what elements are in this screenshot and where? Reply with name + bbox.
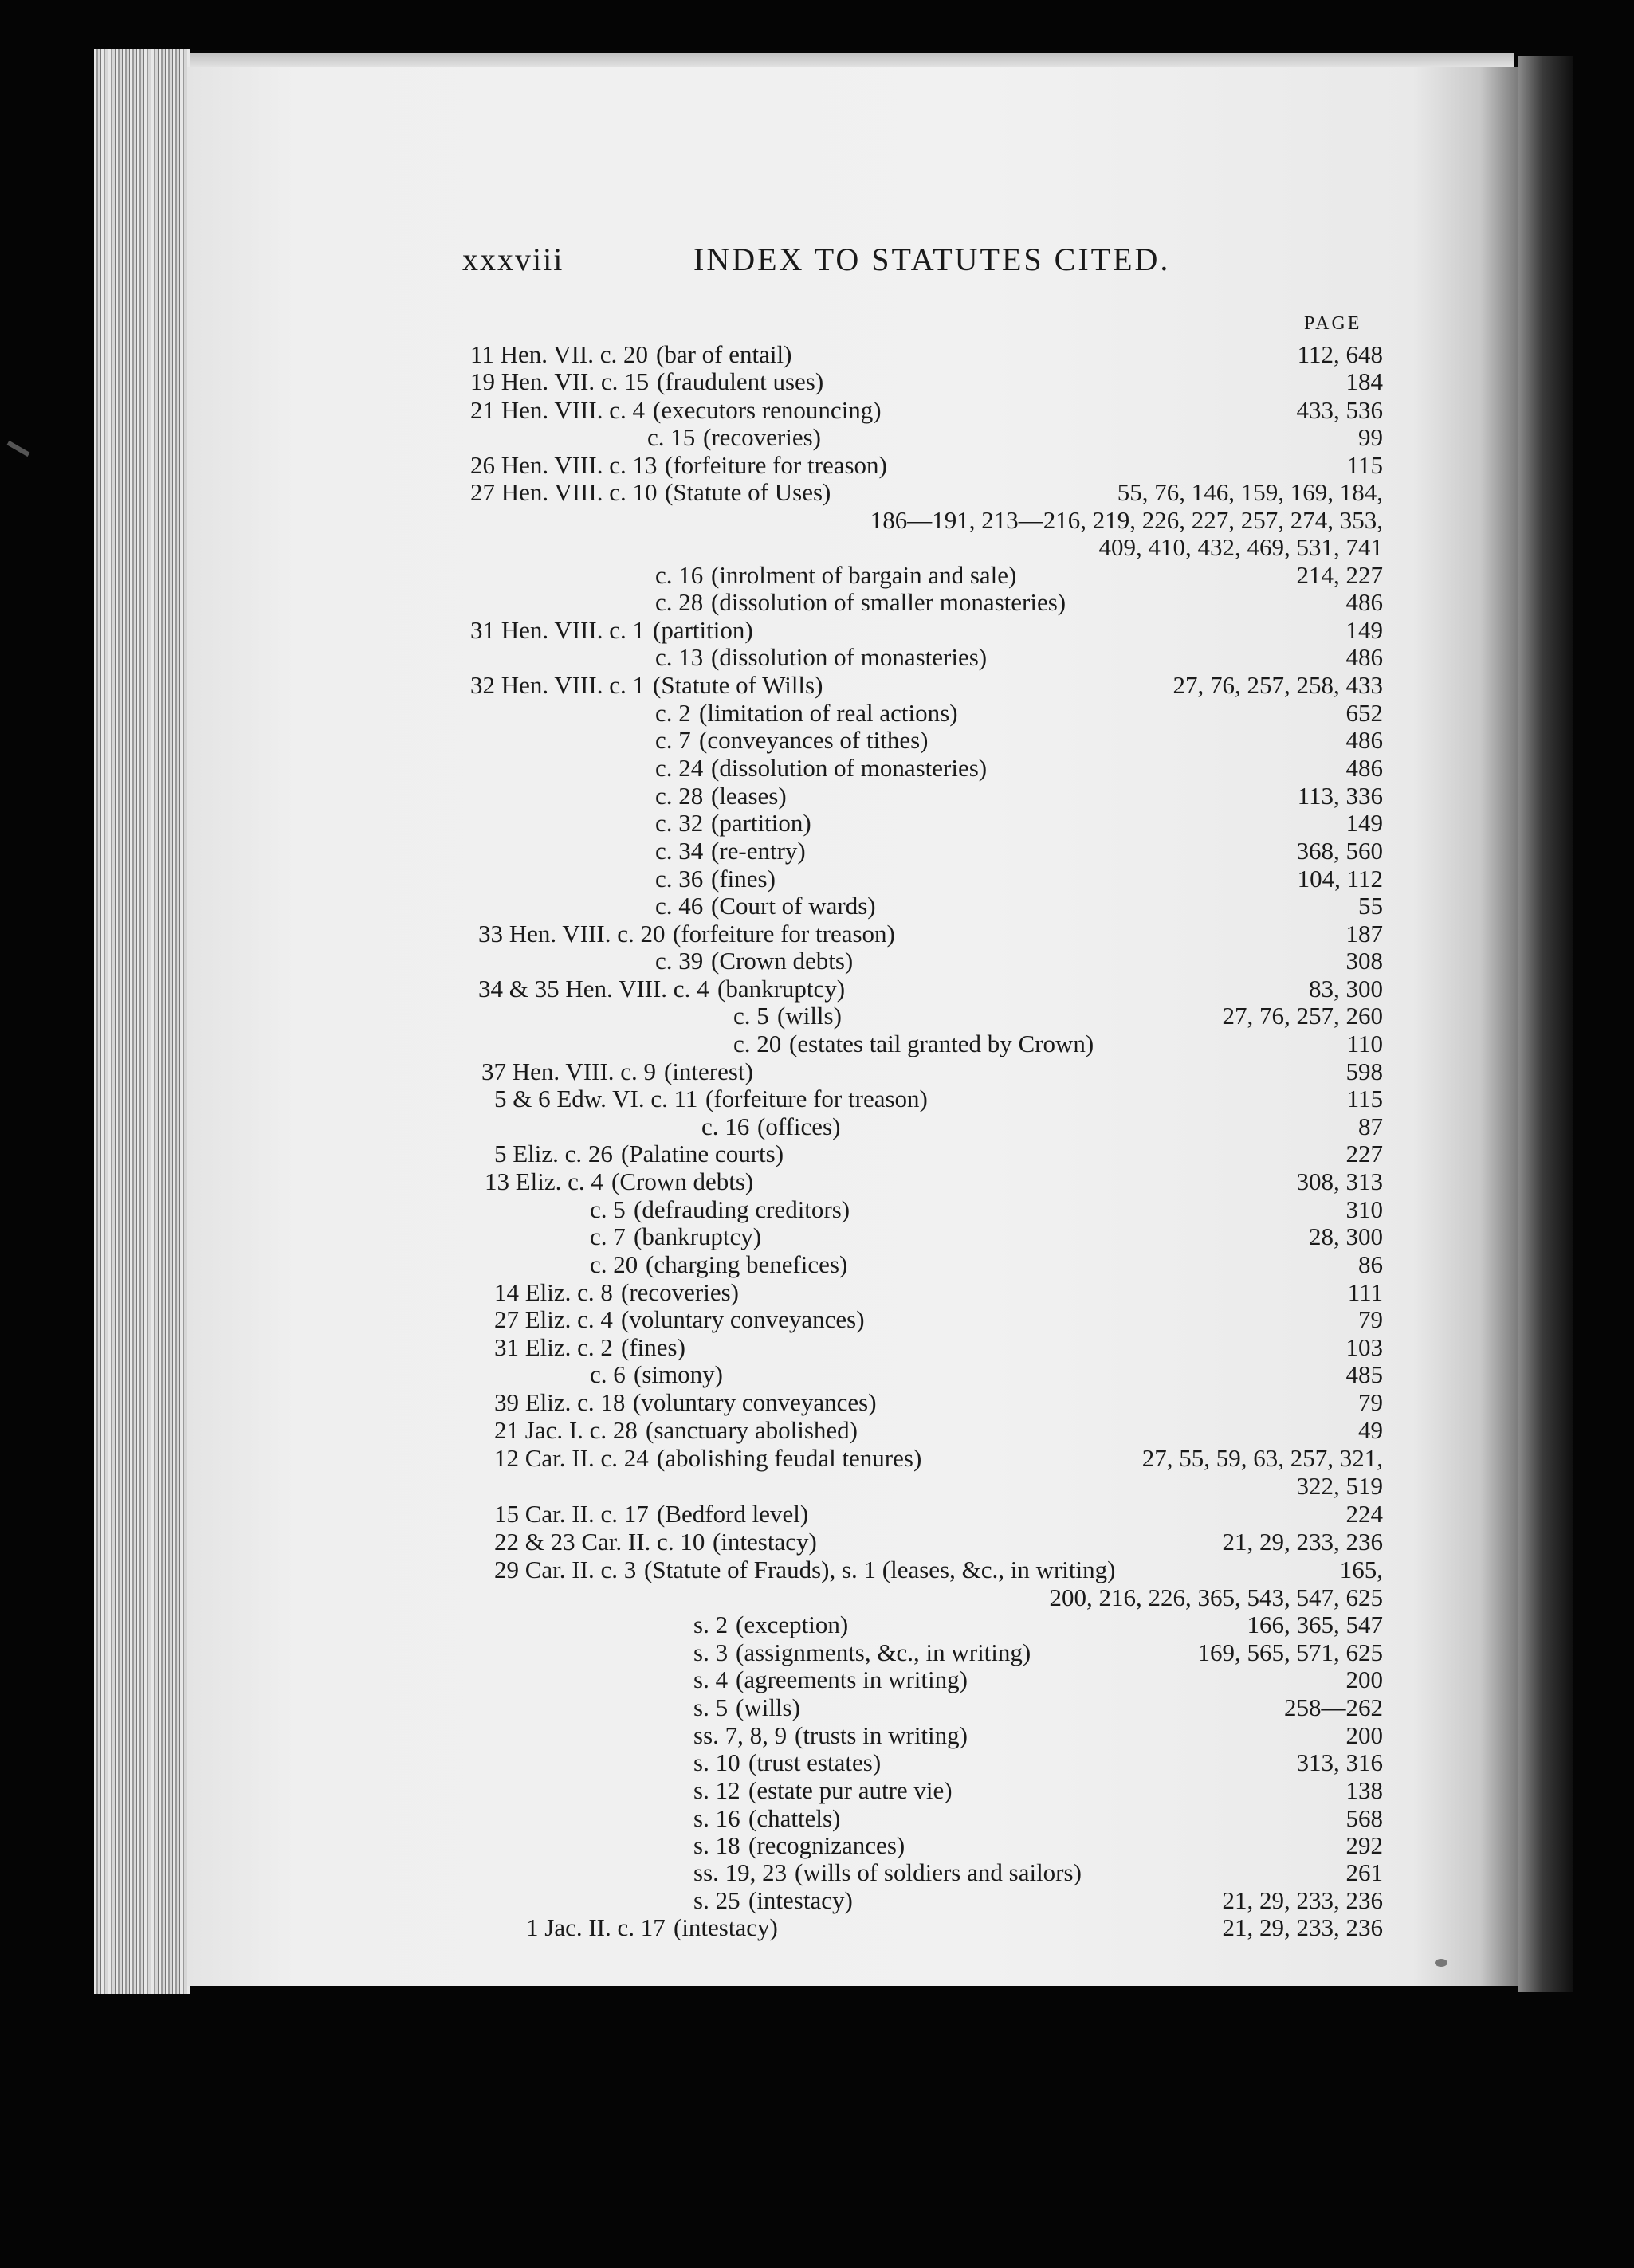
statute-description: (forfeiture for treason)	[665, 451, 887, 479]
statute-description: (interest)	[664, 1057, 753, 1085]
statute-citation: 15 Car. II. c. 17	[494, 1500, 649, 1528]
statute-description: (recoveries)	[621, 1278, 740, 1306]
page-references: 27, 55, 59, 63, 257, 321,	[1141, 1444, 1383, 1472]
page-references: 308	[1345, 947, 1383, 975]
statute-citation: 34 & 35 Hen. VIII. c. 4	[478, 975, 709, 1003]
statute-citation: 19 Hen. VII. c. 15	[470, 367, 650, 395]
statute-citation: 22 & 23 Car. II. c. 10	[494, 1528, 705, 1556]
statute-citation: 14 Eliz. c. 8	[494, 1278, 613, 1306]
page-references: 227	[1345, 1140, 1383, 1167]
index-entry	[470, 1085, 1383, 1113]
page-references: 200	[1345, 1721, 1383, 1749]
index-entry	[470, 1140, 1383, 1168]
statute-description: (voluntary conveyances)	[633, 1388, 877, 1416]
index-entry	[470, 782, 1383, 810]
statute-description: (bankruptcy)	[634, 1222, 762, 1250]
index-entry	[470, 1858, 1383, 1887]
statute-citation: c. 34	[655, 837, 704, 865]
statute-description: (Statute of Uses)	[665, 478, 831, 506]
page-references: 87	[1358, 1112, 1383, 1140]
statute-description: (simony)	[634, 1360, 723, 1388]
statute-description: (limitation of real actions)	[699, 699, 958, 727]
page-references: 486	[1345, 588, 1383, 616]
statute-description: (Palatine courts)	[621, 1140, 784, 1167]
statute-description: (fines)	[621, 1333, 685, 1361]
statute-description: (chattels)	[748, 1804, 841, 1832]
index-entry	[470, 1804, 1383, 1833]
index-entry	[470, 367, 1383, 396]
page-references: 28, 300	[1309, 1222, 1383, 1250]
page-references: 99	[1358, 423, 1383, 451]
page-number: xxxviii	[462, 241, 564, 277]
statute-citation: 21 Jac. I. c. 28	[494, 1416, 638, 1444]
index-entry	[470, 643, 1383, 672]
statute-description: (estates tail granted by Crown)	[789, 1030, 1094, 1057]
statute-citation: s. 2	[693, 1611, 729, 1638]
statute-description: (wills)	[777, 1002, 842, 1030]
statute-citation: s. 16	[693, 1804, 740, 1832]
index-entry	[470, 561, 1383, 590]
index-entry	[470, 754, 1383, 783]
statute-description: (forfeiture for treason)	[673, 920, 895, 948]
statute-description: (trusts in writing)	[795, 1721, 968, 1749]
statute-citation: s. 5	[693, 1693, 729, 1721]
statute-citation: c. 46	[655, 892, 704, 920]
page-references: 149	[1345, 809, 1383, 837]
statute-description: (wills of soldiers and sailors)	[795, 1858, 1082, 1886]
page-references: 486	[1345, 643, 1383, 671]
page-references: 486	[1345, 726, 1383, 754]
statute-citation: 26 Hen. VIII. c. 13	[470, 451, 658, 479]
statute-description: (fraudulent uses)	[657, 367, 824, 395]
statute-citation: s. 25	[693, 1886, 740, 1914]
page-references: 166, 365, 547	[1247, 1611, 1383, 1638]
statute-description: (leases)	[711, 782, 787, 810]
index-entry	[470, 1057, 1383, 1086]
page-references: 165,	[1339, 1556, 1383, 1583]
statute-citation: 5 & 6 Edw. VI. c. 11	[494, 1085, 698, 1112]
spine-shadow	[1518, 56, 1573, 1992]
index-entry	[470, 1528, 1383, 1556]
statute-description: (executors renouncing)	[653, 396, 882, 424]
statute-description: (charging benefices)	[646, 1250, 848, 1278]
index-entry	[470, 616, 1383, 645]
page-references: 21, 29, 233, 236	[1222, 1886, 1383, 1914]
page-references: 115	[1346, 1085, 1383, 1112]
statute-description: (Court of wards)	[711, 892, 876, 920]
index-entry	[470, 1222, 1383, 1251]
statute-description: (wills)	[736, 1693, 800, 1721]
page-references: 200	[1345, 1666, 1383, 1693]
statute-description: (intestacy)	[674, 1913, 778, 1941]
statute-description: (Bedford level)	[657, 1500, 809, 1528]
statute-description: (exception)	[736, 1611, 849, 1638]
index-entry	[470, 1250, 1383, 1279]
statute-citation: c. 32	[655, 809, 704, 837]
statute-citation: 5 Eliz. c. 26	[494, 1140, 613, 1167]
page-references: 433, 536	[1296, 396, 1383, 424]
statute-citation: c. 16	[701, 1112, 750, 1140]
page-references: 409, 410, 432, 469, 531, 741	[1098, 533, 1383, 561]
index-entry	[470, 1002, 1383, 1030]
index-entry	[470, 396, 1383, 425]
statute-description: (agreements in writing)	[736, 1666, 968, 1693]
index-entry	[470, 1913, 1383, 1942]
statute-citation: c. 39	[655, 947, 704, 975]
page-references: 598	[1345, 1057, 1383, 1085]
index-entry	[470, 451, 1383, 480]
index-entry	[470, 671, 1383, 700]
page-references: 224	[1345, 1500, 1383, 1528]
statute-description: (re-entry)	[711, 837, 806, 865]
page-references: 214, 227	[1296, 561, 1383, 589]
book-page-edges	[94, 49, 190, 1994]
index-entry	[470, 1333, 1383, 1362]
statute-citation: c. 7	[655, 726, 691, 754]
statute-citation: c. 5	[590, 1195, 626, 1223]
page-references: 115	[1346, 451, 1383, 479]
statute-citation: 39 Eliz. c. 18	[494, 1388, 626, 1416]
index-entry	[470, 478, 1383, 507]
page-references: 261	[1345, 1858, 1383, 1886]
statute-citation: c. 7	[590, 1222, 626, 1250]
index-entry	[470, 947, 1383, 975]
page-references: 104, 112	[1297, 865, 1383, 893]
statute-citation: s. 12	[693, 1776, 740, 1804]
page-references: 486	[1345, 754, 1383, 782]
page-references: 368, 560	[1296, 837, 1383, 865]
statute-citation: c. 6	[590, 1360, 626, 1388]
scan-mark	[7, 441, 30, 457]
statute-description: (trust estates)	[748, 1748, 882, 1776]
statute-description: (inrolment of bargain and sale)	[711, 561, 1017, 589]
statute-citation: 12 Car. II. c. 24	[494, 1444, 649, 1472]
index-entry	[470, 1638, 1383, 1667]
page-references: 112, 648	[1297, 340, 1383, 368]
statute-citation: 27 Hen. VIII. c. 10	[470, 478, 658, 506]
statute-citation: 29 Car. II. c. 3	[494, 1556, 637, 1583]
statute-description: (voluntary conveyances)	[621, 1305, 865, 1333]
page-references: 200, 216, 226, 365, 543, 547, 625	[1049, 1583, 1383, 1611]
index-entry	[470, 1167, 1383, 1196]
page-references: 83, 300	[1309, 975, 1383, 1003]
index-entry	[470, 1278, 1383, 1307]
index-entry	[470, 588, 1383, 617]
index-entry	[470, 975, 1383, 1003]
page-references: 313, 316	[1296, 1748, 1383, 1776]
statute-description: (defrauding creditors)	[634, 1195, 850, 1223]
statute-citation: 11 Hen. VII. c. 20	[470, 340, 648, 368]
index-entry	[470, 1611, 1383, 1639]
statute-citation: s. 3	[693, 1638, 729, 1666]
index-entry	[470, 1721, 1383, 1750]
page-references: 149	[1345, 616, 1383, 644]
statute-description: (dissolution of monasteries)	[711, 754, 988, 782]
page-references: 310	[1345, 1195, 1383, 1223]
statute-citation: s. 10	[693, 1748, 740, 1776]
statute-citation: 31 Eliz. c. 2	[494, 1333, 613, 1361]
page-references: 27, 76, 257, 258, 433	[1172, 671, 1383, 699]
page-references: 568	[1345, 1804, 1383, 1832]
statute-citation: 13 Eliz. c. 4	[485, 1167, 603, 1195]
page-references: 258—262	[1284, 1693, 1383, 1721]
index-entry	[470, 1886, 1383, 1915]
statute-description: (fines)	[711, 865, 776, 893]
statute-description: (forfeiture for treason)	[705, 1085, 928, 1112]
index-entry	[470, 1500, 1383, 1528]
statute-citation: c. 28	[655, 588, 704, 616]
index-entry	[470, 340, 1383, 369]
index-entry	[470, 726, 1383, 755]
page-references: 55, 76, 146, 159, 169, 184,	[1117, 478, 1383, 506]
index-entry	[470, 1776, 1383, 1805]
index-entry	[470, 1693, 1383, 1722]
index-entry	[470, 809, 1383, 838]
index-entry	[470, 920, 1383, 948]
index-entry	[470, 1831, 1383, 1860]
statute-description: (Statute of Wills)	[653, 671, 823, 699]
index-entry	[470, 1583, 1383, 1612]
statute-description: (recoveries)	[703, 423, 822, 451]
index-entry	[470, 1666, 1383, 1694]
page-title: INDEX TO STATUTES CITED.	[693, 241, 1171, 277]
statute-citation: c. 2	[655, 699, 691, 727]
statute-citation: c. 16	[655, 561, 704, 589]
index-entry	[470, 1444, 1383, 1473]
index-entry	[470, 1195, 1383, 1224]
page-references: 113, 336	[1297, 782, 1383, 810]
index-entry	[470, 1360, 1383, 1389]
page-references: 79	[1358, 1388, 1383, 1416]
page-references: 21, 29, 233, 236	[1222, 1913, 1383, 1941]
index-entry	[470, 699, 1383, 728]
page-references: 110	[1346, 1030, 1383, 1057]
index-entry	[470, 1472, 1383, 1501]
statute-citation: 37 Hen. VIII. c. 9	[481, 1057, 656, 1085]
statute-description: (bankruptcy)	[717, 975, 846, 1003]
statute-citation: c. 28	[655, 782, 704, 810]
statute-description: (estate pur autre vie)	[748, 1776, 953, 1804]
statute-description: (Crown debts)	[611, 1167, 754, 1195]
statute-citation: ss. 19, 23	[693, 1858, 788, 1886]
page-references: 49	[1358, 1416, 1383, 1444]
index-entry	[470, 892, 1383, 920]
statute-description: (conveyances of tithes)	[699, 726, 929, 754]
statute-citation: c. 13	[655, 643, 704, 671]
statute-citation: 27 Eliz. c. 4	[494, 1305, 613, 1333]
statute-description: (intestacy)	[748, 1886, 853, 1914]
page-references: 86	[1358, 1250, 1383, 1278]
statute-description: (dissolution of smaller monasteries)	[711, 588, 1066, 616]
index-entry	[470, 1416, 1383, 1445]
index-entry	[470, 423, 1383, 452]
index-entry	[470, 506, 1383, 535]
statute-description: (sanctuary abolished)	[646, 1416, 858, 1444]
statute-description: (partition)	[711, 809, 811, 837]
statute-citation: 31 Hen. VIII. c. 1	[470, 616, 645, 644]
statute-description: (offices)	[757, 1112, 841, 1140]
statute-citation: c. 20	[733, 1030, 782, 1057]
index-entry	[470, 1030, 1383, 1058]
index-entry	[470, 865, 1383, 893]
statute-citation: c. 5	[733, 1002, 769, 1030]
page-references: 186—191, 213—216, 219, 226, 227, 257, 274, 353,	[870, 506, 1383, 534]
statute-description: (recognizances)	[748, 1831, 905, 1859]
page-references: 103	[1345, 1333, 1383, 1361]
statute-citation: c. 36	[655, 865, 704, 893]
page-column-label: PAGE	[1304, 313, 1362, 334]
statute-description: (Statute of Frauds), s. 1 (leases, &c., in writing)	[644, 1556, 1116, 1583]
page-references: 322, 519	[1296, 1472, 1383, 1500]
statute-citation: c. 15	[647, 423, 696, 451]
statute-citation: 1 Jac. II. c. 17	[526, 1913, 666, 1941]
page-references: 187	[1345, 920, 1383, 948]
page-references: 111	[1347, 1278, 1383, 1306]
page-references: 27, 76, 257, 260	[1222, 1002, 1383, 1030]
statute-description: (assignments, &c., in writing)	[736, 1638, 1031, 1666]
index-entry	[470, 1305, 1383, 1334]
index-entry	[470, 1388, 1383, 1417]
page-references: 652	[1345, 699, 1383, 727]
index-entry	[470, 533, 1383, 562]
statute-citation: s. 18	[693, 1831, 740, 1859]
index-entry	[470, 1748, 1383, 1777]
index-entry	[470, 1556, 1383, 1584]
page-references: 292	[1345, 1831, 1383, 1859]
index-entry	[470, 837, 1383, 865]
statute-citation: ss. 7, 8, 9	[693, 1721, 788, 1749]
statute-description: (abolishing feudal tenures)	[657, 1444, 922, 1472]
page-references: 79	[1358, 1305, 1383, 1333]
page-references: 21, 29, 233, 236	[1222, 1528, 1383, 1556]
page-references: 184	[1345, 367, 1383, 395]
statute-description: (dissolution of monasteries)	[711, 643, 988, 671]
statute-citation: 32 Hen. VIII. c. 1	[470, 671, 645, 699]
page-references: 169, 565, 571, 625	[1197, 1638, 1383, 1666]
statute-citation: s. 4	[693, 1666, 729, 1693]
page-references: 485	[1345, 1360, 1383, 1388]
statute-description: (partition)	[653, 616, 753, 644]
statute-citation: c. 20	[590, 1250, 638, 1278]
index-entry	[470, 1112, 1383, 1141]
statute-description: (intestacy)	[713, 1528, 817, 1556]
page-references: 138	[1345, 1776, 1383, 1804]
statute-citation: c. 24	[655, 754, 704, 782]
page-references: 55	[1358, 892, 1383, 920]
statute-description: (Crown debts)	[711, 947, 854, 975]
scan-speck	[1435, 1959, 1447, 1967]
statute-description: (bar of entail)	[656, 340, 792, 368]
statute-citation: 21 Hen. VIII. c. 4	[470, 396, 645, 424]
page-references: 308, 313	[1296, 1167, 1383, 1195]
statute-citation: 33 Hen. VIII. c. 20	[478, 920, 666, 948]
